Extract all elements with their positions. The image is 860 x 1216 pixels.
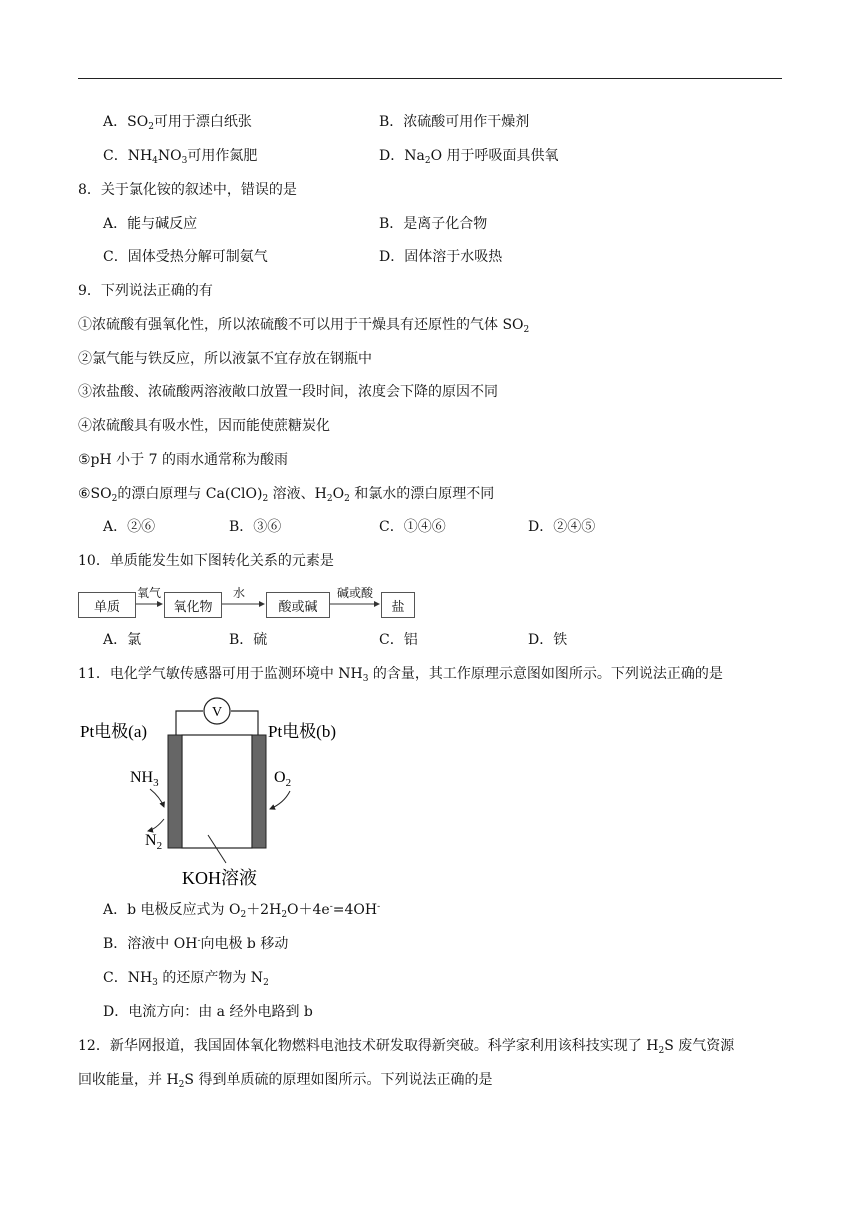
q11-option-c: C．$NH_3$ 的还原产物为 $N_2$ [103, 970, 269, 988]
q10-option-a: A．氯 [103, 632, 142, 648]
q8-option-a: A．能与碱反应 [103, 216, 198, 232]
o2-label: $O_2$ [274, 769, 292, 789]
q9-statement-3: ③浓盐酸、浓硫酸两溶液敞口放置一段时间，浓度会下降的原因不同 [78, 384, 498, 400]
q7-option-b: B．浓硫酸可用作干燥剂 [379, 114, 530, 130]
q8-option-c: C．固体受热分解可制氨气 [103, 249, 268, 265]
q9-stem: 9．下列说法正确的有 [78, 283, 213, 299]
q9-option-c: C．①④⑥ [379, 519, 446, 535]
q12-stem-line-2: 回收能量，并 $H_2S$ 得到单质硫的原理如图所示。下列说法正确的是 [78, 1072, 493, 1090]
flow-box-oxide: 氧化物 [164, 592, 222, 618]
q9-statement-6: $⑥SO_2$的漂白原理与 $Ca(ClO)_2$ 溶液、$H_2O_2$ 和氯水的漂白原理不同 [78, 486, 495, 504]
voltmeter-icon: V [211, 705, 223, 720]
q10-option-d: D．铁 [528, 632, 568, 648]
q9-statement-4: ④浓硫酸具有吸水性，因而能使蔗糖炭化 [78, 418, 330, 434]
q9-statement-2: ②氯气能与铁反应，所以液氯不宜存放在钢瓶中 [78, 351, 372, 367]
flow-label-base-or-acid: 碱或酸 [336, 586, 373, 600]
q11-option-d: D．电流方向：由 a 经外电路到 b [103, 1004, 313, 1020]
nh3-label: $NH_3$ [130, 769, 159, 789]
q7-option-d: D．$Na_2O$ 用于呼吸面具供氧 [379, 148, 559, 166]
q11-option-a: A．b 电极反应式为 $O_2+2H_2O+4e^-=4OH^-$ [103, 902, 381, 920]
q11-option-b: B．溶液中 OH-向电极 b 移动 [103, 936, 289, 952]
conversion-flow-diagram [78, 584, 418, 624]
q11-stem: 11．电化学气敏传感器可用于监测环境中 $NH_3$ 的含量，其工作原理示意图如图所示。下列说法正确的是 [78, 666, 723, 684]
q9-statement-1: ①浓硫酸有强氧化性，所以浓硫酸不可以用于干燥具有还原性的气体 $SO_2$ [78, 317, 530, 335]
electrode-b-label: Pt电极(b) [268, 722, 336, 741]
n2-label: $N_2$ [145, 832, 163, 852]
flow-box-acid-or-base: 酸或碱 [266, 592, 330, 618]
q7-option-c: C．$NH_4NO_3$可用作氮肥 [103, 148, 258, 166]
gas-sensor-diagram [78, 695, 368, 890]
q10-option-b: B．硫 [229, 632, 268, 648]
q9-option-b: B．③⑥ [229, 519, 282, 535]
electrode-a-label: Pt电极(a) [80, 722, 148, 741]
q12-stem-line-1: 12．新华网报道，我国固体氧化物燃料电池技术研发取得新突破。科学家利用该科技实现了 $H_2S$ 废气资源 [78, 1038, 735, 1056]
header-rule [78, 78, 782, 79]
flow-box-element: 单质 [78, 592, 136, 618]
q9-statement-5: ⑤pH 小于 7 的雨水通常称为酸雨 [78, 452, 288, 468]
q7-option-a: A．$SO_2$可用于漂白纸张 [103, 114, 252, 132]
q8-stem: 8．关于氯化铵的叙述中，错误的是 [78, 182, 297, 198]
q8-option-d: D．固体溶于水吸热 [379, 249, 503, 265]
q8-option-b: B．是离子化合物 [379, 216, 488, 232]
sensor-cell-drawing [78, 695, 368, 890]
koh-solution-label: KOH溶液 [182, 868, 257, 888]
q10-stem: 10．单质能发生如下图转化关系的元素是 [78, 553, 334, 569]
flow-label-water: 水 [232, 586, 245, 600]
flow-box-salt: 盐 [381, 592, 415, 618]
flow-label-oxygen: 氧气 [136, 586, 161, 600]
q10-option-c: C．铝 [379, 632, 418, 648]
q9-option-d: D．②④⑤ [528, 519, 596, 535]
q9-option-a: A．②⑥ [103, 519, 156, 535]
